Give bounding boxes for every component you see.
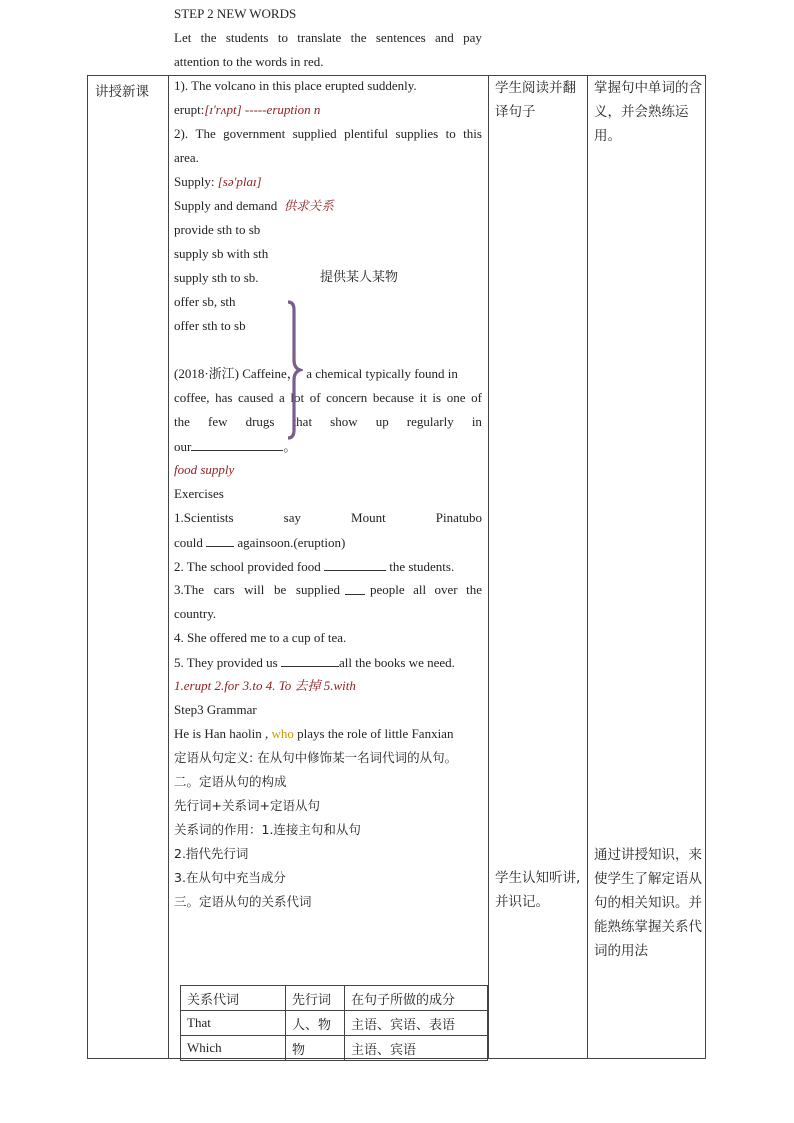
answer-note: food supply: [174, 462, 235, 477]
brace-item: offer sb, sth: [174, 294, 236, 309]
exercise-line: [174, 534, 345, 551]
answer-blank: [191, 438, 283, 451]
word-token: this: [463, 126, 482, 141]
table-cell: 人、物: [286, 1011, 345, 1036]
example-sentence: 1). The volcano in this place erupted suddenly.: [174, 78, 417, 93]
relative-pronoun-table: [180, 985, 488, 1061]
phrase-entry: [174, 198, 334, 214]
word-token: of: [471, 390, 482, 405]
word: erupt:: [174, 102, 205, 117]
exercise-part: [174, 582, 340, 598]
word-token: the: [466, 582, 482, 597]
exam-text: 。: [283, 440, 297, 455]
exercise-text: 5. They provided us: [174, 655, 278, 670]
word-token: say: [283, 510, 301, 525]
word-token: up: [375, 414, 389, 429]
instruction-line: attention to the words in red.: [174, 54, 324, 69]
structure-line: 先行词+关系词+定语从句: [174, 798, 320, 813]
word-token: plentiful: [344, 126, 389, 141]
column-divider: [168, 75, 169, 1059]
brace-item: supply sth to sb.: [174, 270, 259, 285]
word-token: over: [434, 582, 458, 597]
word-token: translate: [297, 30, 342, 45]
grammar-example: [174, 726, 453, 742]
word-token: drugs: [245, 414, 275, 429]
brace-label: 提供某人某物: [320, 270, 399, 285]
phonetic: [sə'plaɪ]: [217, 174, 262, 189]
section-heading: 二。定语从句的构成: [174, 774, 287, 789]
word-token: concern: [326, 390, 368, 405]
table-header-cell: 在句子所做的成分: [345, 986, 488, 1011]
word-token: all: [413, 582, 427, 597]
word-token: 2).: [174, 126, 189, 141]
word-token: lot: [290, 390, 305, 405]
table-header-row: [181, 986, 488, 1011]
relative-pronoun: who: [271, 726, 294, 741]
word-token: people: [370, 582, 405, 597]
exercise-line: [174, 558, 454, 575]
table-cell: That: [181, 1011, 286, 1036]
word-token: caused: [238, 390, 274, 405]
table-cell: 主语、宾语、表语: [345, 1011, 488, 1036]
word-token: that: [292, 414, 313, 429]
exercise-part: [370, 582, 482, 598]
word-token: is: [432, 390, 442, 405]
table-header-cell: 先行词: [286, 986, 345, 1011]
answer-blank: [281, 654, 339, 667]
word-token: government: [223, 126, 286, 141]
structure-line: 3.在从句中充当成分: [174, 870, 286, 885]
word-token: show: [330, 414, 358, 429]
exercise-text: could: [174, 535, 203, 550]
brace-item: supply sb with sth: [174, 246, 269, 261]
curly-brace-icon: [285, 300, 303, 440]
word-token: the: [200, 30, 217, 45]
exercise-text: all the books we need.: [339, 655, 455, 670]
word-token: supplied: [292, 126, 337, 141]
exam-text: our: [174, 439, 192, 454]
column-divider: [587, 75, 588, 1059]
word-token: the: [174, 414, 190, 429]
word-token: sentences: [375, 30, 426, 45]
definition: 定语从句定义: 在从句中修饰某一名词代词的从句。: [174, 750, 458, 765]
table-cell: Which: [181, 1036, 286, 1061]
word-entry: [174, 102, 320, 118]
word-token: will: [244, 582, 265, 597]
exam-sentence: [174, 414, 482, 430]
answer-blank: [206, 534, 234, 547]
table-row: [181, 1011, 488, 1036]
table-row: [181, 1036, 488, 1061]
step-heading: STEP 2 NEW WORDS: [174, 6, 297, 21]
teaching-goal: 通过讲授知识，来使学生了解定语从句的相关知识。并能熟练掌握关系代词的用法: [594, 847, 702, 959]
word-token: regularly: [406, 414, 454, 429]
exam-sentence: [174, 366, 458, 382]
brace-item: offer sth to sb: [174, 318, 246, 333]
word-entry: [174, 174, 262, 190]
example-sentence: area.: [174, 150, 199, 165]
table-cell: 物: [286, 1036, 345, 1061]
table-header-cell: 关系代词: [181, 986, 286, 1011]
word-token: a: [278, 390, 285, 405]
column-divider: [488, 75, 489, 1059]
word-token: few: [207, 414, 228, 429]
word-token: cars: [213, 582, 235, 597]
exercise-line: country.: [174, 606, 217, 621]
teaching-goal: 掌握句中单词的含义，并会熟练运用。: [594, 80, 702, 144]
word-token: pay: [463, 30, 482, 45]
exam-sentence: [174, 390, 482, 406]
word-token: students: [225, 30, 269, 45]
section-label: 讲授新课: [95, 84, 149, 100]
word-token: The: [195, 126, 216, 141]
word-token: 3.The: [174, 582, 204, 597]
example-sentence: [174, 126, 482, 142]
word-token: coffee,: [174, 390, 210, 405]
word-token: of: [309, 390, 321, 405]
step-heading: Step3 Grammar: [174, 702, 257, 717]
word-token: to: [277, 30, 288, 45]
word-token: has: [215, 390, 233, 405]
exercise-text: againsoon.(eruption): [237, 535, 346, 550]
phrase: Supply and demand: [174, 198, 278, 213]
instruction-line: [174, 30, 482, 46]
word-token: Mount: [351, 510, 386, 525]
table-cell: 主语、宾语: [345, 1036, 488, 1061]
student-activity: 学生阅读并翻译句子: [495, 80, 576, 120]
word-token: Pinatubo: [435, 510, 482, 525]
exam-text: a chemical typically found in: [306, 366, 458, 381]
word-token: supplied: [295, 582, 340, 597]
word-token: it: [419, 390, 427, 405]
example-text: He is Han haolin ,: [174, 726, 269, 741]
word-token: Let: [174, 30, 192, 45]
structure-line: 2.指代先行词: [174, 846, 249, 861]
word-token: the: [350, 30, 367, 45]
exam-sentence: [174, 438, 296, 456]
word-token: supplies: [395, 126, 439, 141]
exercise-text: 2. The school provided food: [174, 559, 321, 574]
exercise-line: [174, 654, 455, 671]
exam-source: (2018·浙江) Caffeine，: [174, 366, 300, 381]
exercises-heading: Exercises: [174, 486, 224, 501]
example-text: plays the role of little Fanxian: [297, 726, 454, 741]
answer-blank: [324, 558, 386, 571]
word-token: be: [274, 582, 287, 597]
word-token: to: [445, 126, 456, 141]
word-token: 1.Scientists: [174, 510, 234, 525]
exercise-answers: 1.erupt 2.for 3.to 4. To 去掉 5.with: [174, 678, 356, 693]
word-token: in: [471, 414, 482, 429]
exercise-line: 4. She offered me to a cup of tea.: [174, 630, 347, 645]
phrase-meaning: 供求关系: [283, 198, 334, 213]
exercise-line: [174, 510, 482, 526]
structure-line: 关系词的作用：1.连接主句和从句: [174, 822, 361, 837]
exercise-line: [174, 582, 482, 598]
exercise-text: the students.: [389, 559, 455, 574]
word: Supply:: [174, 174, 215, 189]
word-token: because: [372, 390, 414, 405]
answer-blank: [345, 582, 365, 595]
word-token: one: [446, 390, 466, 405]
student-activity: 学生认知听讲,并识记。: [495, 870, 581, 910]
phonetic: [ɪ'rʌpt] -----eruption n: [204, 102, 321, 117]
brace-item: provide sth to sb: [174, 222, 261, 237]
word-token: and: [435, 30, 454, 45]
section-heading: 三。定语从句的关系代词: [174, 894, 312, 909]
